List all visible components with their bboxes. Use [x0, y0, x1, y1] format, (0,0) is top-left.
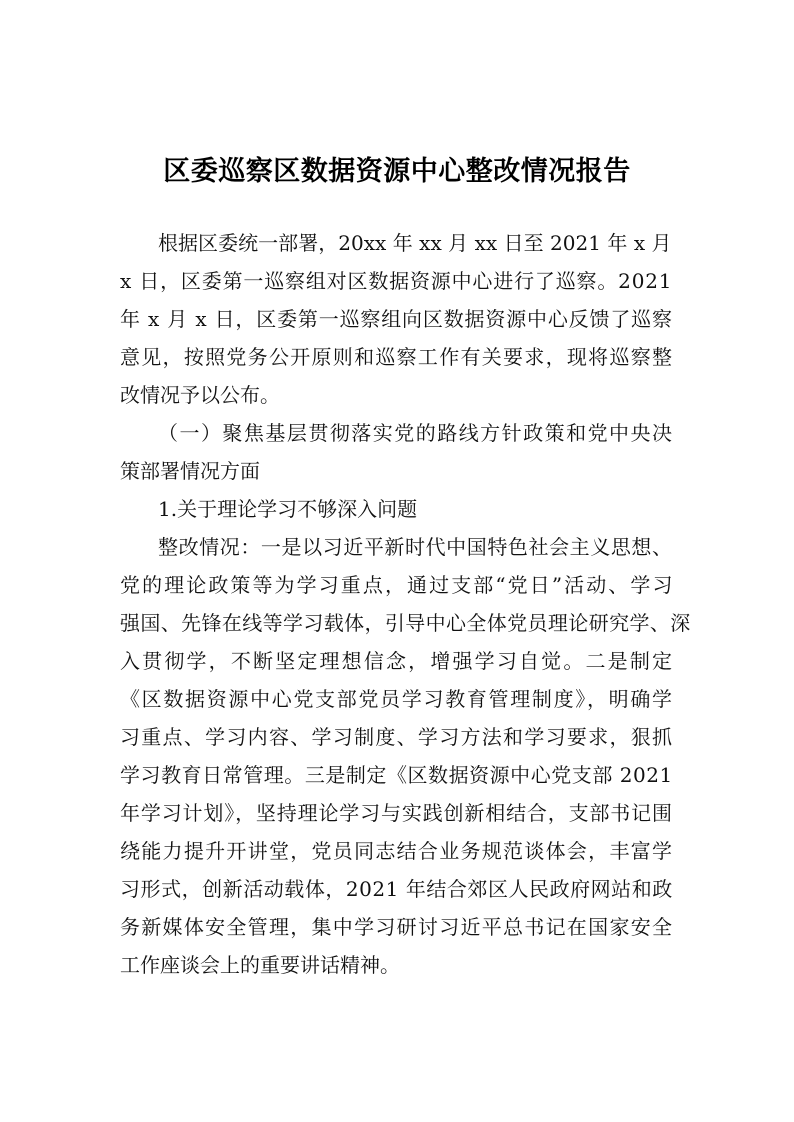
paragraph-rectification-line-9: 绕能力提升开讲堂，党员同志结合业务规范谈体会，丰富学	[120, 839, 674, 863]
subheading: 1.关于理论学习不够深入问题	[158, 497, 418, 521]
paragraph-intro-line-5: 改情况予以公布。	[120, 383, 280, 407]
page-title: 区委巡察区数据资源中心整改情况报告	[163, 156, 631, 187]
paragraph-rectification-line-7: 学习教育日常管理。三是制定《区数据资源中心党支部 2021	[120, 763, 673, 787]
paragraph-rectification-line-8: 年学习计划》，坚持理论学习与实践创新相结合，支部书记围	[120, 801, 673, 825]
paragraph-rectification-line-12: 工作座谈会上的重要讲话精神。	[120, 953, 400, 977]
paragraph-rectification-line-5: 《区数据资源中心党支部党员学习教育管理制度》，明确学	[120, 687, 674, 711]
paragraph-rectification-line-10: 习形式，创新活动载体，2021 年结合郊区人民政府网站和政	[120, 877, 673, 901]
paragraph-rectification-line-1: 整改情况：一是以习近平新时代中国特色社会主义思想、	[158, 535, 673, 559]
paragraph-rectification-line-4: 入贯彻学，不断坚定理想信念，增强学习自觉。二是制定	[120, 649, 675, 673]
paragraph-rectification-line-3: 强国、先锋在线等学习载体，引导中心全体党员理论研究学、深	[120, 611, 691, 635]
section-heading-line-1: （一）聚焦基层贯彻落实党的路线方针政策和党中央决	[158, 421, 674, 445]
paragraph-rectification-line-2: 党的理论政策等为学习重点，通过支部“党日”活动、学习	[120, 573, 675, 597]
paragraph-intro-line-2: x 日，区委第一巡察组对区数据资源中心进行了巡察。2021	[120, 269, 673, 293]
paragraph-intro-line-1: 根据区委统一部署，20xx 年 xx 月 xx 日至 2021 年 x 月	[158, 231, 672, 255]
paragraph-rectification-line-11: 务新媒体安全管理，集中学习研讨习近平总书记在国家安全	[120, 915, 674, 939]
section-heading-line-2: 策部署情况方面	[120, 459, 260, 483]
paragraph-intro-line-4: 意见，按照党务公开原则和巡察工作有关要求，现将巡察整	[120, 345, 674, 369]
paragraph-rectification-line-6: 习重点、学习内容、学习制度、学习方法和学习要求，狠抓	[120, 725, 674, 749]
paragraph-intro-line-3: 年 x 月 x 日，区委第一巡察组向区数据资源中心反馈了巡察	[120, 307, 673, 331]
